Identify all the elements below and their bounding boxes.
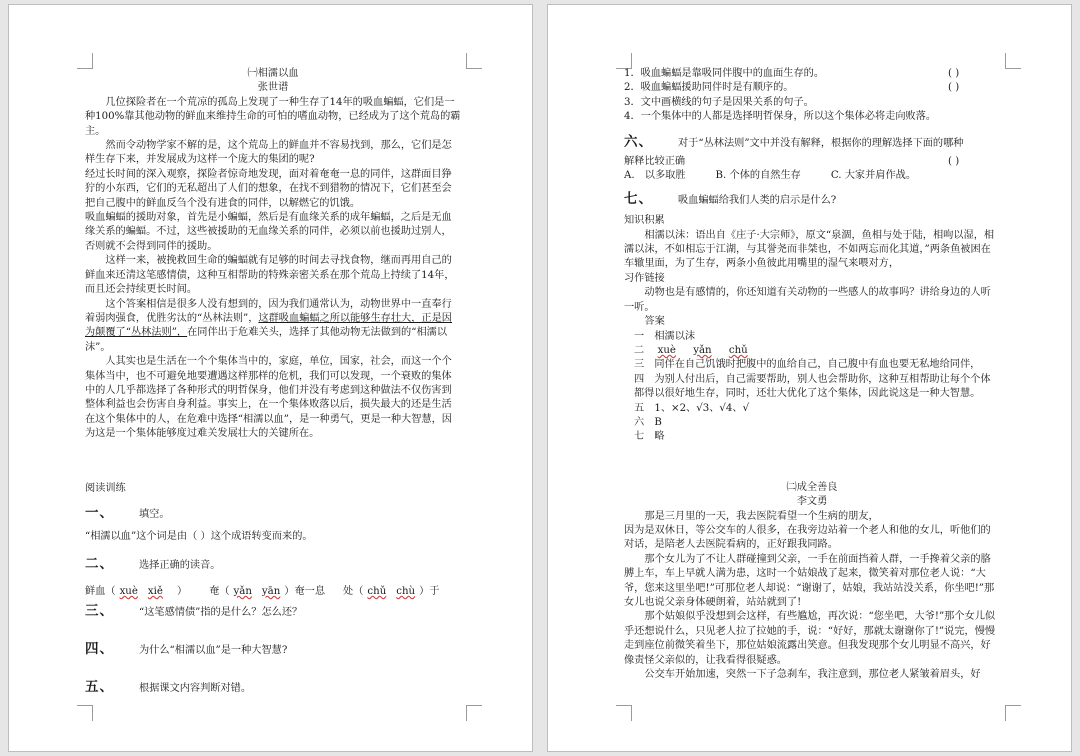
- answer-6: 六 B: [634, 416, 662, 428]
- answer-bracket[interactable]: ( ): [948, 156, 960, 168]
- question-text: “这笔感情债”指的是什么？怎么还？: [139, 606, 303, 618]
- answer-3: 三 同伴在自己饥饿时把腹中的血给自己，自己腹中有血也要无私地给同伴，: [634, 359, 981, 371]
- pinyin-option[interactable]: xiě: [147, 586, 163, 598]
- practice-text: 动物也是有感情的，你还知道有关动物的一些感人的故事吗？讲给身边的人听一听。: [624, 287, 991, 313]
- true-false-item: [624, 81, 1000, 95]
- true-false-text: 4．一个集体中的人都是选择明哲保身，所以这个集体必将走向败落。: [624, 111, 937, 123]
- underlined-sentence: 这群吸血蝙蝠之所以能够生存壮大，正是因为颠覆了“丛林法则”，: [85, 312, 452, 339]
- knowledge-text: 相濡以沫：语出自《庄子·大宗师》，原文“泉涸，鱼相与处于陆，相呴以湿，相濡以沫，不如相忘于江湖，与其誉尧而非桀也，不如两忘而化其道，”两条鱼被困在车辙里面，为了生存，两条小鱼彼此用嘴里的湿气来喂对方，: [624, 229, 995, 270]
- answer-heading: 答案: [644, 316, 665, 328]
- paragraph-text: 这个答案相信是很多人没有想到的，因为我们通常认为，动物世界中一直奉行着弱肉强食，优胜劣汰的“丛林法则”，: [85, 298, 452, 324]
- right-page: [547, 4, 1072, 752]
- right-page-body: [624, 67, 1000, 682]
- story-author: 张世谱: [257, 82, 289, 94]
- practice-heading: 习作链接: [624, 272, 665, 284]
- answer-bracket[interactable]: ( ): [948, 82, 960, 94]
- pinyin-word: 处（: [343, 586, 364, 598]
- margin-corner-mark: [616, 705, 632, 721]
- margin-corner-mark: [1005, 705, 1021, 721]
- question-6-continued: [624, 155, 1000, 169]
- question-number: 三、: [85, 602, 114, 619]
- pinyin-option[interactable]: yān: [261, 586, 281, 598]
- margin-corner-mark: [1005, 53, 1021, 69]
- paragraph: 人其实也是生活在一个个集体当中的，家庭，单位，国家，社会，而这一个个集体当中，也不可避免地要遭遇这样那样的危机，我们可以发现，一个衰败的集体中的人几乎都选择了各种形式的明哲保身，他们并没有考虑到这种做法不仅伤害到整体利益也会伤害自身利益。事实上，在一个集体败落以后，损失最大的还是生活在这个集体中的人，在危难中选择“相濡以血”，是一种勇气，更是一种大智慧，因为这是一个集体能够度过难关发展壮大的关键所在。: [85, 356, 452, 440]
- question-1: [85, 506, 461, 522]
- question-number: 四、: [85, 641, 114, 657]
- question-text: 对于“丛林法则”文中并没有解释，根据你的理解选择下面的哪种: [678, 137, 964, 149]
- question-text: 根据课文内容判断对错。: [139, 683, 252, 695]
- question-5: [85, 680, 461, 696]
- paragraph-text: 在同伴出于危难关头，选择了其他动物无法做到的“相濡以沫”。: [85, 327, 448, 353]
- pinyin-word: 鲜血（: [85, 586, 116, 598]
- paragraph: 几位探险者在一个荒凉的孤岛上发现了一种生存了14年的吸血蝙蝠，它们是一种100%靠其他动物的鲜血来维持生命的可怕的嗜血动物，已经成为了这个荒岛的霸主。: [85, 96, 461, 137]
- pinyin-answer: xuè: [657, 344, 676, 356]
- answer-1: 一 相濡以沫: [634, 330, 696, 342]
- question-text: 解释比较正确: [624, 156, 686, 168]
- margin-corner-mark: [77, 705, 93, 721]
- true-false-item: [624, 67, 1000, 81]
- choice-option[interactable]: A. 以多取胜: [624, 170, 686, 182]
- paragraph: 经过长时间的深入观察，探险者惊奇地发现，面对着奄奄一息的同伴，这群面目狰狞的小东西，它们的无私超出了人们的想象，在找不到猎物的情况下，它们甚至会把自己腹中的鲜血反刍个没有进食的同伴，以解燃它的饥饿。: [85, 168, 452, 209]
- answer-number: 二: [634, 344, 655, 356]
- answer-7: 七 略: [634, 431, 665, 443]
- left-page: [8, 4, 533, 752]
- pinyin-option[interactable]: yǎn: [233, 586, 252, 598]
- pinyin-option[interactable]: chǔ: [367, 586, 387, 598]
- pinyin-answer: yǎn: [693, 344, 712, 356]
- true-false-item: [624, 96, 1000, 110]
- training-heading: 阅读训练: [85, 482, 126, 494]
- question-number: 一、: [85, 504, 114, 521]
- pinyin-option[interactable]: chù: [396, 586, 416, 598]
- paragraph: 这样一来，被挽救回生命的蝙蝠就有足够的时间去寻找食物，继而再用自己的鲜血来还清这笔感情债，这种互相帮助的特殊亲密关系在那个荒岛上持续了14年，而且还会持续更长时间。: [85, 255, 455, 296]
- left-page-body: [85, 67, 461, 697]
- true-false-item: [624, 110, 1000, 124]
- knowledge-heading: 知识积累: [624, 215, 665, 227]
- answer-2: [624, 344, 1000, 358]
- question-7: [624, 192, 1000, 208]
- margin-corner-mark: [466, 705, 482, 721]
- question-2: [85, 557, 461, 573]
- paragraph: 然而令动物学家不解的是，这个荒岛上的鲜血并不容易找到，那么，它们是怎样生存下来，并发展成为这样一个庞大的集团的呢?: [85, 140, 452, 166]
- paragraph: 因为是双休日，等公交车的人很多，在我旁边站着一个老人和他的女儿，听他们的对话，是陪老人去医院看病的，正好跟我同路。: [624, 524, 991, 551]
- choice-options: [624, 169, 1000, 183]
- pinyin-word: ）奄一息: [284, 586, 326, 598]
- true-false-text: 1．吸血蝙蝠是靠吸同伴腹中的血面生存的。: [624, 68, 825, 79]
- pinyin-choices: [85, 585, 461, 599]
- answer-5: 五 1、×2、√3、√4、√: [634, 402, 750, 414]
- question-label: 填空。: [139, 508, 170, 520]
- question-4: [85, 642, 461, 658]
- question-text: 为什么“相濡以血”是一种大智慧?: [139, 645, 288, 656]
- choice-option[interactable]: B. 个体的自然生存: [715, 170, 801, 182]
- paragraph: 那个女儿为了不让人群碰撞到父亲，一手在前面挡着人群，一手搀着父亲的胳膊上车，车上早就人满为患，这时一个姑娘战了起来，微笑着对那位老人说：“大爷，您来这里坐吧!”可那位老人却说：“谢谢了，姑娘，我站站没关系，你坐吧!”那女儿也说父亲身体硬朗着，站站就到了!: [624, 553, 995, 608]
- true-false-text: 2．吸血蝙蝠援助同伴时是有顺序的。: [624, 82, 794, 94]
- paragraph: 那个姑娘似乎没想到会这样，有些尴尬，再次说：“您坐吧，大爷!”那个女儿似乎还想说什么，只见老人拉了拉她的手，说：“好好，那就太谢谢你了!”说完，慢慢走到座位前微笑着坐下，那位姑娘流露出笑意。但我发现那个女儿明显不高兴，好像责怪父亲似的，让我看得很疑惑。: [624, 611, 996, 666]
- pinyin-word: ）于: [419, 586, 440, 598]
- question-text: 吸血蝙蝠给我们人类的启示是什么?: [678, 194, 837, 206]
- question-number: 六、: [624, 133, 653, 150]
- pinyin-bracket: ）: [176, 586, 188, 598]
- question-label: 选择正确的读音。: [139, 559, 221, 571]
- paragraph: 公交车开始加速，突然一下子急刹车，我注意到，那位老人紧皱着眉头，好: [644, 669, 981, 681]
- answer-bracket[interactable]: ( ): [948, 68, 960, 79]
- story-title: ㈠相濡以血: [247, 68, 299, 79]
- story-author: 李文勇: [796, 496, 828, 508]
- pinyin-answer: chǔ: [728, 344, 748, 356]
- question-1-text: “相濡以血”这个词是由（ ）这个成语转变而来的。: [85, 531, 313, 543]
- question-3: [85, 604, 461, 620]
- pinyin-word: 奄（: [209, 586, 230, 598]
- true-false-text: 3．文中画横线的句子是因果关系的句子。: [624, 96, 814, 108]
- choice-option[interactable]: C. 大家并肩作战。: [830, 170, 917, 182]
- answer-4: 四 为别人付出后，自己需要帮助，别人也会帮助你，这种互相帮助让每个个体都得以很好地生存，同时，还壮大优化了这个集体，因此说这是一种大智慧。: [634, 373, 991, 400]
- story-title: ㈡成全善良: [786, 481, 838, 493]
- paragraph-with-underline: [85, 298, 461, 356]
- question-6: [624, 135, 1000, 151]
- paragraph: 吸血蝙蝠的援助对象，首先是小蝙蝠，然后是有血缘关系的成年蝙蝠，之后是无血缘关系的蝙蝠。不过，这些被援助的无血缘关系的同伴，必须以前也援助过别人，否则就不会得到同伴的援助。: [85, 212, 452, 252]
- question-number: 五、: [85, 679, 114, 696]
- question-number: 二、: [85, 555, 114, 572]
- question-number: 七、: [624, 190, 653, 207]
- margin-corner-mark: [466, 53, 482, 69]
- paragraph: 那是三月里的一天，我去医院看望一个生病的朋友，: [644, 510, 879, 522]
- pinyin-option[interactable]: xuè: [119, 586, 138, 598]
